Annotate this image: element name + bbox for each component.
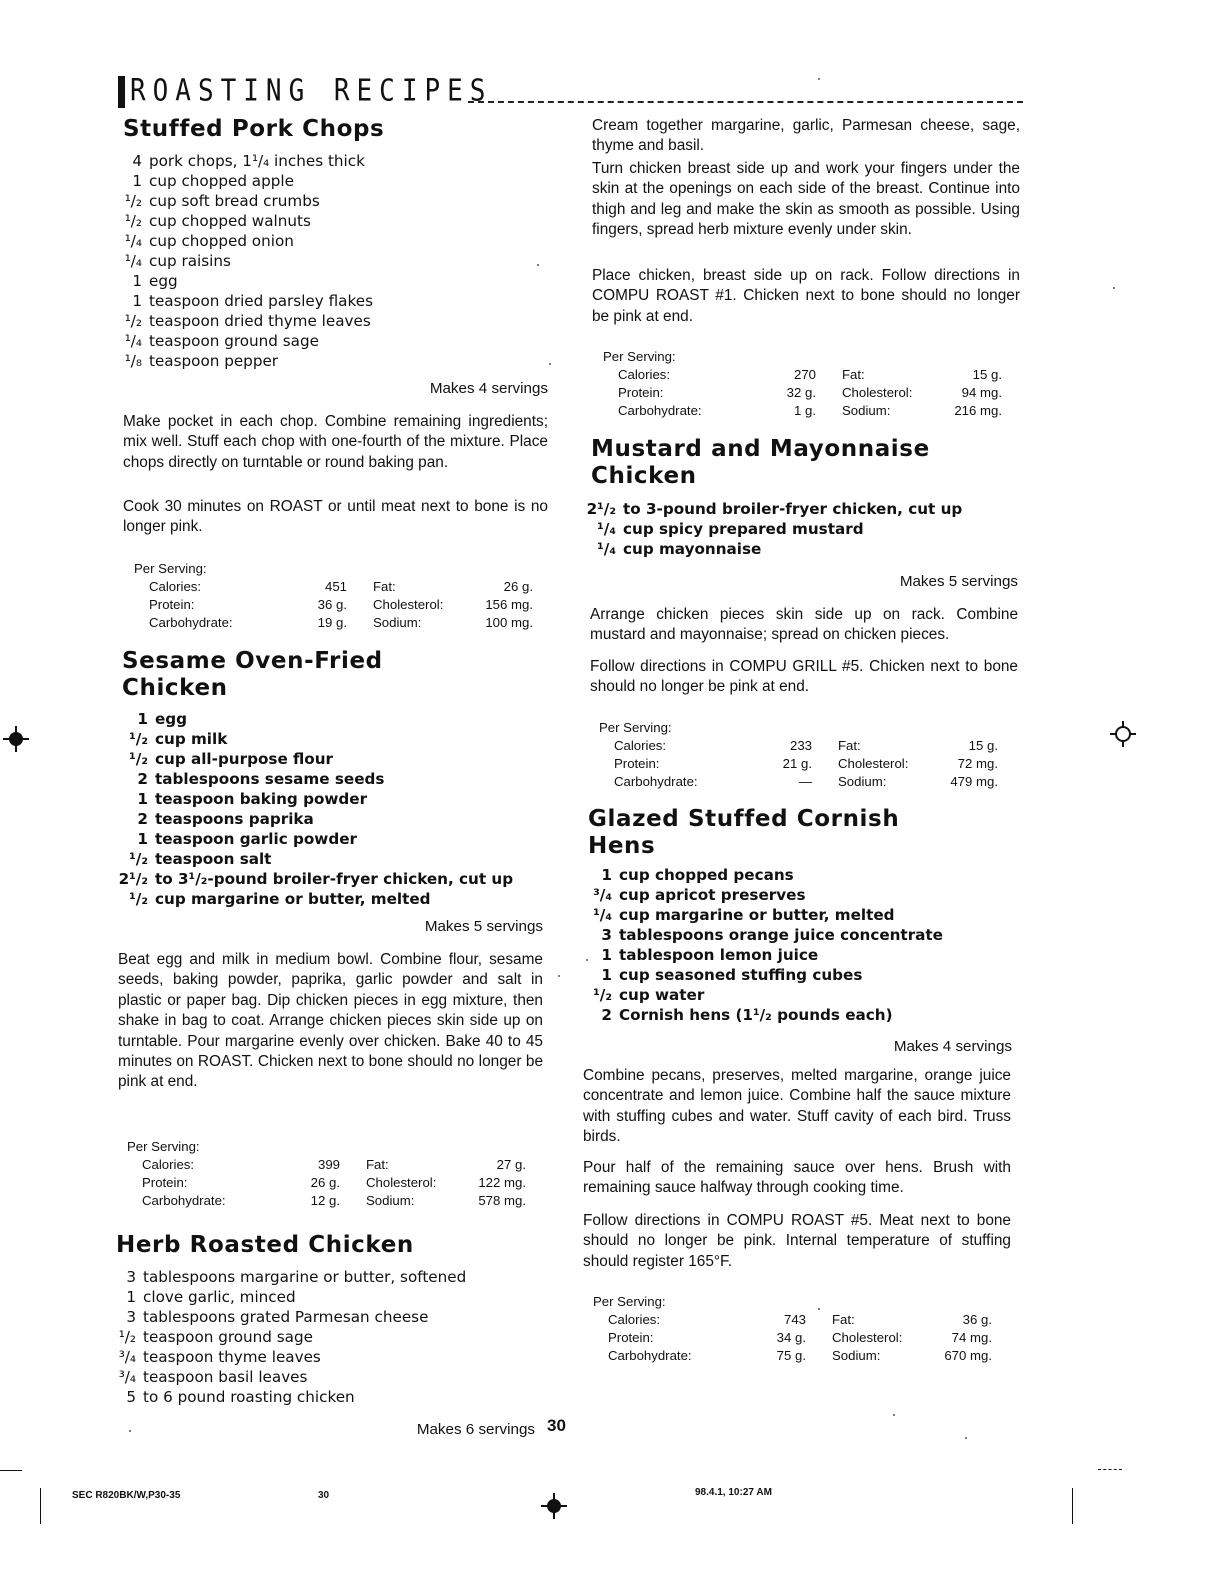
scan-speck [965,1437,967,1439]
scan-speck [558,975,560,977]
servings: Makes 6 servings [416,1421,535,1438]
nutrition-table [618,366,1002,420]
directions-paragraph: Make pocket in each chop. Combine remaining ingredients; mix well. Stuff each chop with one-fourth of the mixture. Place chops directly on turntable or round baking pan. [123,413,548,471]
nutrition-row: Protein: 34 g. Cholesterol: 74 mg. [608,1330,992,1345]
ingredient: ¹/₄ cup chopped onion [124,232,294,250]
ingredient: ³/₄ teaspoon basil leaves [118,1368,308,1386]
ingredient: 4 pork chops, 1¹/₄ inches thick [132,152,365,170]
ingredient-list [578,499,1018,559]
directions-paragraph: Place chicken, breast side up on rack. Follow directions in COMPU ROAST #1. Chicken next to bone should no longer be pink at end. [592,267,1020,325]
recipe-title-line: Chicken [122,675,228,701]
ingredient: ¹/₂ cup soft bread crumbs [124,192,320,210]
ingredient-list [100,1267,540,1407]
ingredient: 2¹/₂ to 3-pound broiler-fryer chicken, cut up [586,500,963,518]
scan-speck [129,1430,131,1432]
nutrition-row: Calories: 270 Fat: 15 g. [618,367,1002,382]
ingredient: ¹/₂ cup all-purpose flour [129,750,334,768]
directions-paragraph: Cream together margarine, garlic, Parmesan cheese, sage, thyme and basil. [592,117,1020,155]
nutrition-row: Calories: 233 Fat: 15 g. [614,738,998,753]
nutrition-row: Protein: 32 g. Cholesterol: 94 mg. [618,385,1002,400]
ingredient-list [106,151,546,371]
scan-speck [586,959,588,961]
ingredient: 2 teaspoons paprika [137,810,314,828]
scan-speck [549,363,551,365]
directions-paragraph: Combine pecans, preserves, melted margarine, orange juice concentrate and lemon juice. Combine half the sauce mixture with stuffing cubes and water. Stuff cavity of each bird. Truss birds. [583,1067,1011,1146]
ingredient: 1 egg [137,710,188,728]
nutrition-info [603,348,1002,420]
recipe-title: Herb Roasted Chicken [116,1232,414,1258]
nutrition-row: Protein: 36 g. Cholesterol: 156 mg. [149,597,533,612]
nutrition-row: Carbohydrate: — Sodium: 479 mg. [614,774,998,789]
servings: Makes 4 servings [429,380,548,397]
ingredient: ¹/₂ cup milk [129,730,228,748]
recipe-title-line: Chicken [591,463,697,489]
directions-paragraph: Follow directions in COMPU GRILL #5. Chicken next to bone should no longer be pink at end. [590,658,1018,696]
ingredient: 2 tablespoons sesame seeds [137,770,385,788]
ingredient: 1 clove garlic, minced [126,1288,296,1306]
nutrition-row: Calories: 743 Fat: 36 g. [608,1312,992,1327]
ingredient: 1 cup seasoned stuffing cubes [601,966,863,984]
registration-mark-icon [541,1493,567,1519]
ingredient: ¹/₈ teaspoon pepper [124,352,279,370]
nutrition-label: Per Serving: [603,349,676,364]
nutrition-label: Per Serving: [127,1139,200,1154]
ingredient: ¹/₄ cup spicy prepared mustard [597,520,864,538]
ingredient: ¹/₂ teaspoon ground sage [118,1328,313,1346]
nutrition-info [134,560,533,632]
recipe-herb-roasted-chicken [116,1232,546,1259]
recipe-title-line: Hens [588,833,656,859]
ingredient: 3 tablespoons orange juice concentrate [601,926,943,944]
scan-speck [537,264,539,266]
scan-speck [818,78,820,80]
ingredient: 1 teaspoon garlic powder [137,830,357,848]
crop-mark [1098,1469,1122,1470]
nutrition-table [608,1311,992,1365]
ingredient: 1 teaspoon dried parsley flakes [132,292,373,310]
nutrition-table [614,737,998,791]
directions-paragraph: Follow directions in COMPU ROAST #5. Meat next to bone should no longer be pink. Internal temperature of stuffing should register 165°F. [583,1212,1011,1270]
ingredient: 1 tablespoon lemon juice [601,946,819,964]
nutrition-row: Carbohydrate: 1 g. Sodium: 216 mg. [618,403,1002,418]
registration-mark-icon [3,726,29,752]
registration-mark-icon [1110,721,1136,747]
ingredient: 3 tablespoons margarine or butter, softened [126,1268,467,1286]
nutrition-row: Calories: 451 Fat: 26 g. [149,579,533,594]
scan-speck [893,1414,895,1416]
directions-paragraph: Beat egg and milk in medium bowl. Combine flour, sesame seeds, baking powder, paprika, garlic powder and salt in plastic or paper bag. Dip chicken pieces in egg mixture, then shake in bag to coat. Arrange chicken pieces skin side up on turntable. Pour margarine evenly over chicken. Bake 40 to 45 minutes on ROAST. Chicken next to bone should no longer be pink at end. [118,951,543,1091]
ingredient: ¹/₂ cup water [593,986,705,1004]
ingredient-list [100,709,550,909]
nutrition-row: Protein: 26 g. Cholesterol: 122 mg. [142,1175,526,1190]
header-dashed-rule [468,101,1023,103]
ingredient: ¹/₂ teaspoon dried thyme leaves [124,312,371,330]
recipe-sesame-oven-fried-chicken [122,648,547,702]
nutrition-row: Carbohydrate: 12 g. Sodium: 578 mg. [142,1193,526,1208]
servings: Makes 4 servings [893,1038,1012,1055]
ingredient: 3 tablespoons grated Parmesan cheese [126,1308,429,1326]
directions-paragraph: Turn chicken breast side up and work your fingers under the skin at the openings on each side of the breast. Continue into thigh and leg and make the skin as smooth as possible. Using fingers, spread herb mixture evenly under skin. [592,160,1020,239]
servings: Makes 5 servings [899,573,1018,590]
ingredient: 1 egg [132,272,178,290]
ingredient: 2¹/₂ to 3¹/₂-pound broiler-fryer chicken, cut up [118,870,514,888]
ingredient: ¹/₄ cup margarine or butter, melted [593,906,895,924]
nutrition-row: Protein: 21 g. Cholesterol: 72 mg. [614,756,998,771]
crop-mark [1072,1488,1073,1524]
recipe-title-line: Glazed Stuffed Cornish [588,806,900,832]
section-label: ROASTING RECIPES [130,74,493,109]
nutrition-table [142,1156,526,1210]
directions-paragraph: Cook 30 minutes on ROAST or until meat next to bone is no longer pink. [123,498,548,536]
ingredient: 1 cup chopped pecans [601,866,794,884]
nutrition-row: Calories: 399 Fat: 27 g. [142,1157,526,1172]
footer-page: 30 [318,1490,330,1501]
ingredient: 1 teaspoon baking powder [137,790,368,808]
recipe-glazed-stuffed-cornish-hens [588,806,1020,860]
nutrition-table [149,578,533,632]
nutrition-row: Carbohydrate: 19 g. Sodium: 100 mg. [149,615,533,630]
footer-file-id: SEC R820BK/W,P30-35 [72,1490,181,1501]
ingredient: 1 cup chopped apple [132,172,294,190]
recipe-title: Stuffed Pork Chops [123,116,385,142]
recipe-stuffed-pork-chops [123,116,548,143]
nutrition-info [599,719,998,791]
ingredient: 2 Cornish hens (1¹/₂ pounds each) [601,1006,893,1024]
header-bar [118,76,125,108]
nutrition-label: Per Serving: [134,561,207,576]
nutrition-info [593,1293,992,1365]
ingredient: ¹/₂ teaspoon salt [129,850,272,868]
nutrition-info [127,1138,526,1210]
ingredient: ³/₄ teaspoon thyme leaves [118,1348,321,1366]
recipe-title-line: Sesame Oven-Fried [122,648,383,674]
page-number: 30 [547,1416,566,1435]
directions-paragraph: Pour half of the remaining sauce over hens. Brush with remaining sauce halfway through cooking time. [583,1159,1011,1197]
ingredient: 5 to 6 pound roasting chicken [126,1388,355,1406]
nutrition-row: Carbohydrate: 75 g. Sodium: 670 mg. [608,1348,992,1363]
ingredient: ¹/₂ cup chopped walnuts [124,212,311,230]
nutrition-label: Per Serving: [599,720,672,735]
ingredient: ¹/₄ cup mayonnaise [597,540,762,558]
scan-speck [818,1308,820,1310]
servings: Makes 5 servings [424,918,543,935]
recipe-mustard-mayonnaise-chicken [591,436,1023,490]
scan-speck [1113,287,1115,289]
ingredient-list [576,865,1016,1025]
directions-paragraph: Arrange chicken pieces skin side up on rack. Combine mustard and mayonnaise; spread on chicken pieces. [590,606,1018,644]
ingredient: ¹/₄ cup raisins [124,252,231,270]
ingredient: ¹/₄ teaspoon ground sage [124,332,319,350]
section-header [118,72,1023,112]
crop-mark [0,1470,22,1471]
recipe-title-line: Mustard and Mayonnaise [591,436,930,462]
ingredient: ¹/₂ cup margarine or butter, melted [129,890,431,908]
nutrition-label: Per Serving: [593,1294,666,1309]
crop-mark [40,1488,41,1524]
footer-timestamp: 98.4.1, 10:27 AM [695,1487,772,1498]
ingredient: ³/₄ cup apricot preserves [593,886,806,904]
